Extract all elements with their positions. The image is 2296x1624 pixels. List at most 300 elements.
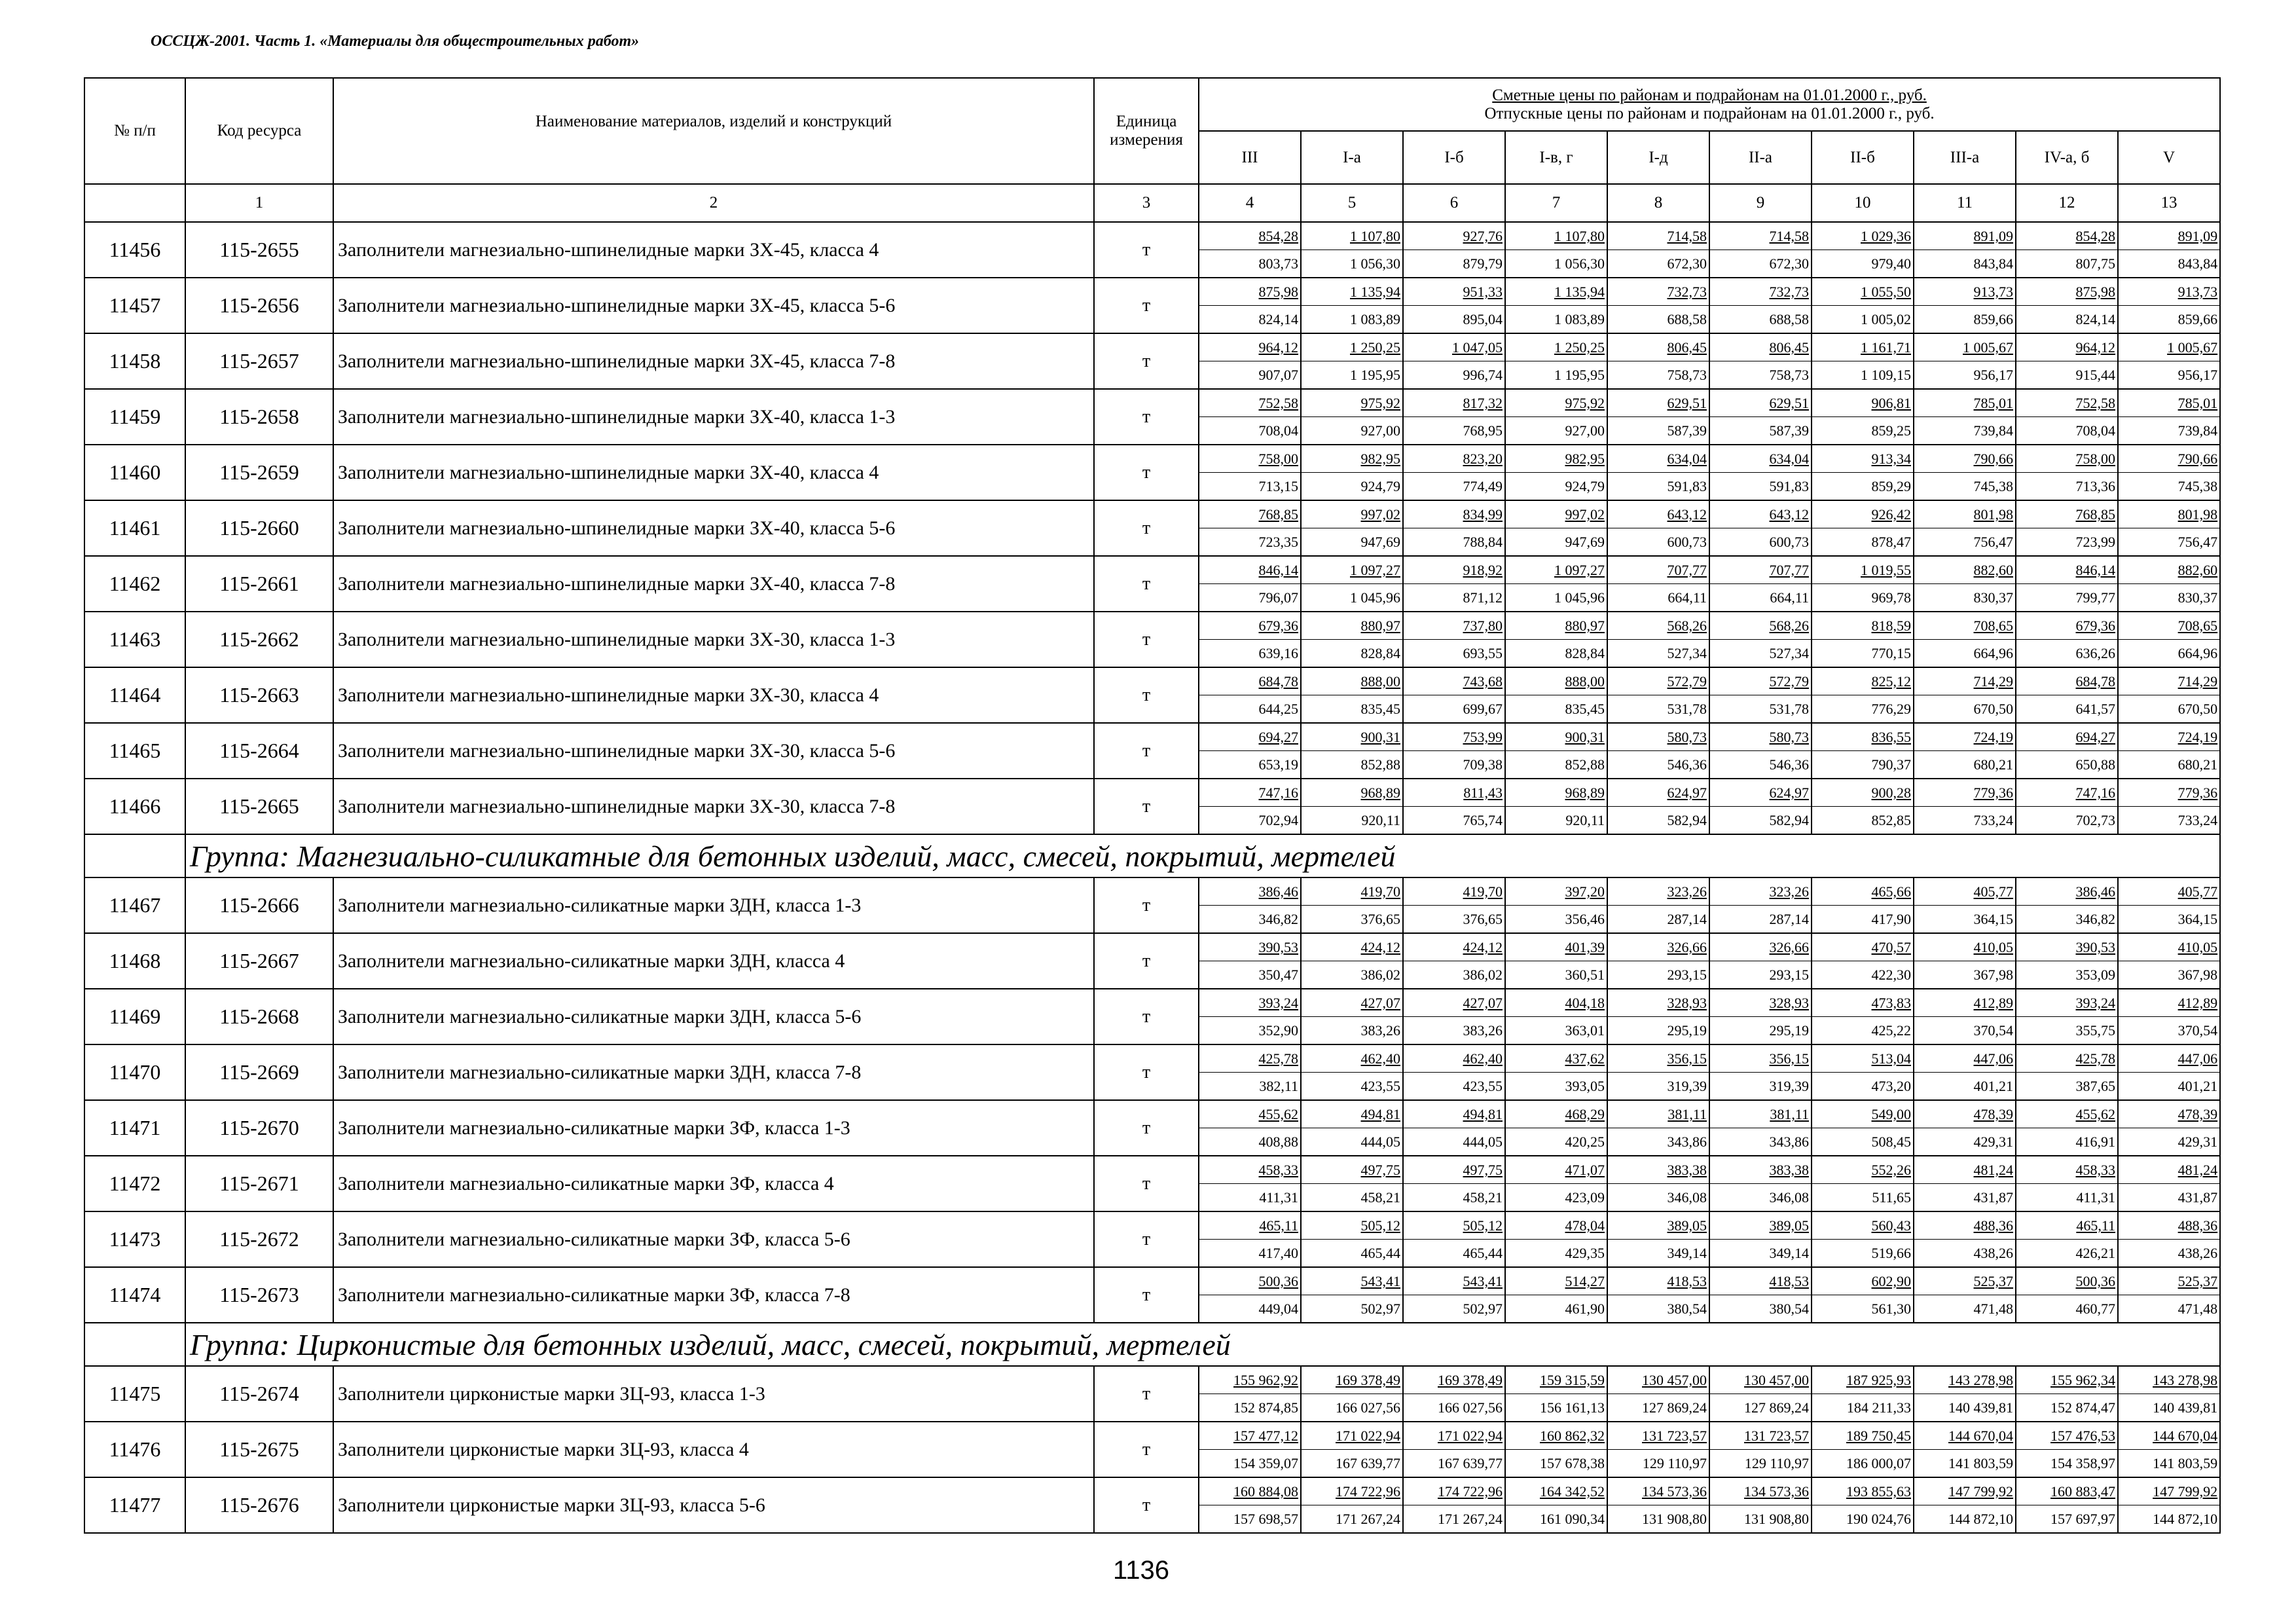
price-cell [1709,500,1812,556]
price-cell [1403,222,1505,278]
estimated-price: 169 378,49 [1404,1367,1504,1394]
release-price: 650,88 [2075,756,2115,773]
region-header: I-д [1607,131,1709,184]
table-row [84,445,2220,500]
price-cell [1607,389,1709,445]
release-price: 387,65 [2075,1078,2115,1094]
estimated-price: 714,29 [2119,668,2219,695]
estimated-price: 602,90 [1812,1268,1913,1295]
estimated-price: 1 135,94 [1506,278,1607,306]
price-cell [1607,779,1709,834]
unit: т [1094,933,1199,989]
estimated-price: 455,62 [1199,1101,1300,1128]
estimated-price: 328,93 [1608,989,1709,1017]
release-price: 644,25 [1258,701,1298,717]
estimated-price: 437,62 [1506,1045,1607,1073]
price-cell [1914,1100,2016,1156]
estimated-price: 882,60 [1914,557,2015,584]
region-header: I-a [1301,131,1403,184]
price-cell [1505,612,1607,667]
release-price: 376,65 [1463,911,1503,927]
price-cell [1812,389,1914,445]
price-cell [1709,1422,1812,1477]
release-price: 561,30 [1871,1301,1911,1317]
estimated-price: 164 342,52 [1506,1478,1607,1505]
unit: т [1094,1477,1199,1533]
column-number: 13 [2118,184,2220,222]
price-cell [2016,333,2118,389]
release-price: 723,99 [2075,534,2115,550]
estimated-price: 811,43 [1404,779,1504,807]
estimated-price: 1 029,36 [1812,223,1913,250]
price-cell [1505,723,1607,779]
estimated-price: 418,53 [1608,1268,1709,1295]
group-row-spacer [84,1323,185,1366]
release-price: 511,65 [1872,1189,1911,1206]
estimated-price: 913,73 [2119,278,2219,306]
release-price: 519,66 [1871,1245,1911,1261]
release-price: 346,82 [2075,911,2115,927]
row-number: 11477 [84,1477,185,1533]
release-price: 947,69 [1565,534,1605,550]
estimated-price: 1 055,50 [1812,278,1913,306]
estimated-price: 707,77 [1710,557,1811,584]
release-price: 745,38 [2178,478,2218,494]
estimated-price: 481,24 [2119,1156,2219,1184]
release-price: 350,47 [1258,967,1298,983]
release-price: 709,38 [1463,756,1503,773]
estimated-price: 724,19 [1914,724,2015,751]
price-cell [1812,667,1914,723]
estimated-price: 997,02 [1302,501,1402,528]
estimated-price: 381,11 [1710,1101,1811,1128]
estimated-price: 401,39 [1506,934,1607,961]
unit: т [1094,877,1199,933]
unit: т [1094,1422,1199,1477]
price-cell [2118,278,2220,333]
release-price: 152 874,47 [2050,1399,2115,1416]
estimated-price: 684,78 [1199,668,1300,695]
estimated-price: 694,27 [1199,724,1300,751]
estimated-price: 707,77 [1608,557,1709,584]
table-row [84,1100,2220,1156]
price-cell [1403,500,1505,556]
estimated-price: 525,37 [2119,1268,2219,1295]
release-price: 796,07 [1258,589,1298,606]
estimated-price: 455,62 [2016,1101,2117,1128]
estimated-price: 458,33 [1199,1156,1300,1184]
estimated-price: 684,78 [2016,668,2117,695]
estimated-price: 134 573,36 [1608,1478,1709,1505]
estimated-price: 356,15 [1710,1045,1811,1073]
row-number: 11471 [84,1100,185,1156]
price-cell [1301,500,1403,556]
release-price: 1 195,95 [1350,367,1400,383]
estimated-price: 779,36 [2119,779,2219,807]
column-number: 2 [333,184,1094,222]
price-cell [1709,278,1812,333]
release-price: 465,44 [1360,1245,1400,1261]
region-header: II-а [1709,131,1812,184]
estimated-price: 743,68 [1404,668,1504,695]
price-cell [1199,1422,1301,1477]
estimated-price: 1 161,71 [1812,334,1913,361]
price-cell [2118,612,2220,667]
material-name: Заполнители магнезиально-шпинелидные марки ЗХ-30, класса 1-3 [333,612,1094,667]
release-price: 129 110,97 [1744,1455,1809,1471]
price-cell [1199,556,1301,612]
price-cell [1709,723,1812,779]
estimated-price: 462,40 [1302,1045,1402,1073]
release-price: 688,58 [1667,311,1707,327]
price-cell [1403,445,1505,500]
price-cell [1505,1211,1607,1267]
price-cell [2118,667,2220,723]
price-cell [1505,1267,1607,1323]
release-price: 859,66 [1973,311,2013,327]
estimated-price: 846,14 [1199,557,1300,584]
material-name: Заполнители цирконистые марки ЗЦ-93, класса 1-3 [333,1366,1094,1422]
estimated-price: 389,05 [1710,1212,1811,1240]
price-cell [1505,989,1607,1044]
resource-code: 115-2662 [185,612,333,667]
price-cell [1403,667,1505,723]
estimated-price: 758,00 [2016,445,2117,473]
release-price: 431,87 [1973,1189,2013,1206]
release-price: 1 056,30 [1350,255,1400,272]
table-row [84,1267,2220,1323]
material-name: Заполнители магнезиально-силикатные марки ЗФ, класса 1-3 [333,1100,1094,1156]
unit: т [1094,989,1199,1044]
price-cell [1607,933,1709,989]
release-price: 859,25 [1871,422,1911,439]
price-cell [2016,278,2118,333]
release-price: 364,15 [2178,911,2218,927]
row-number: 11475 [84,1366,185,1422]
col-header-unit: Единица измерения [1094,78,1199,184]
release-price: 1 056,30 [1554,255,1605,272]
price-cell [1301,1366,1403,1422]
price-cell [1505,933,1607,989]
release-price: 713,15 [1258,478,1298,494]
price-cell [2118,556,2220,612]
row-number: 11465 [84,723,185,779]
price-cell [2016,1156,2118,1211]
column-number: 11 [1914,184,2016,222]
row-number: 11460 [84,445,185,500]
estimated-price: 193 855,63 [1812,1478,1913,1505]
price-cell [1403,278,1505,333]
material-name: Заполнители цирконистые марки ЗЦ-93, класса 4 [333,1422,1094,1477]
price-cell [1199,1211,1301,1267]
estimated-price: 806,45 [1710,334,1811,361]
estimated-price: 169 378,49 [1302,1367,1402,1394]
release-price: 527,34 [1769,645,1809,661]
release-price: 167 639,77 [1336,1455,1400,1471]
price-cell [1199,1044,1301,1100]
estimated-price: 323,26 [1608,878,1709,906]
release-price: 411,31 [2076,1189,2115,1206]
estimated-price: 580,73 [1710,724,1811,751]
price-cell [1505,779,1607,834]
row-number: 11469 [84,989,185,1044]
price-cell [1914,333,2016,389]
table-row [84,1044,2220,1100]
release-price: 408,88 [1258,1134,1298,1150]
price-subtitle: Отпускные цены по районам и подрайонам на 01.01.2000 г., руб. [1484,104,1935,122]
release-price: 349,14 [1667,1245,1707,1261]
price-cell [1607,222,1709,278]
release-price: 449,04 [1258,1301,1298,1317]
estimated-price: 891,09 [2119,223,2219,250]
release-price: 788,84 [1463,534,1503,550]
estimated-price: 159 315,59 [1506,1367,1607,1394]
row-number: 11467 [84,877,185,933]
price-cell [1403,989,1505,1044]
release-price: 471,48 [2178,1301,2218,1317]
estimated-price: 155 962,34 [2016,1367,2117,1394]
release-price: 152 874,85 [1233,1399,1298,1416]
release-price: 907,07 [1258,367,1298,383]
price-cell [1301,723,1403,779]
estimated-price: 560,43 [1812,1212,1913,1240]
release-price: 425,22 [1871,1022,1911,1039]
estimated-price: 171 022,94 [1404,1422,1504,1450]
unit: т [1094,1366,1199,1422]
price-cell [1403,933,1505,989]
estimated-price: 425,78 [2016,1045,2117,1073]
price-cell [2118,445,2220,500]
estimated-price: 462,40 [1404,1045,1504,1073]
price-cell [1607,1100,1709,1156]
estimated-price: 801,98 [2119,501,2219,528]
release-price: 131 908,80 [1642,1511,1707,1527]
price-cell [2118,989,2220,1044]
price-cell [1403,333,1505,389]
price-cell [1709,1211,1812,1267]
price-cell [1709,612,1812,667]
price-cell [1199,445,1301,500]
release-price: 871,12 [1463,589,1503,606]
estimated-price: 424,12 [1404,934,1504,961]
resource-code: 115-2657 [185,333,333,389]
price-cell [1607,445,1709,500]
release-price: 527,34 [1667,645,1707,661]
estimated-price: 425,78 [1199,1045,1300,1073]
release-price: 127 869,24 [1642,1399,1707,1416]
estimated-price: 488,36 [1914,1212,2015,1240]
price-cell [1505,1100,1607,1156]
price-cell [1709,556,1812,612]
price-cell [1914,1366,2016,1422]
release-price: 600,73 [1769,534,1809,550]
price-cell [1914,222,2016,278]
material-name: Заполнители магнезиально-шпинелидные марки ЗХ-40, класса 1-3 [333,389,1094,445]
release-price: 920,11 [1565,812,1605,828]
estimated-price: 465,11 [2016,1212,2117,1240]
release-price: 776,29 [1871,701,1911,717]
unit: т [1094,556,1199,612]
estimated-price: 160 862,32 [1506,1422,1607,1450]
release-price: 765,74 [1463,812,1503,828]
release-price: 713,36 [2075,478,2115,494]
price-cell [1301,989,1403,1044]
price-cell [1403,556,1505,612]
price-cell [2118,389,2220,445]
release-price: 879,79 [1463,255,1503,272]
estimated-price: 790,66 [2119,445,2219,473]
release-price: 167 639,77 [1438,1455,1503,1471]
col-header-name: Наименование материалов, изделий и конструкций [333,78,1094,184]
release-price: 843,84 [2178,255,2218,272]
release-price: 157 697,97 [2050,1511,2115,1527]
release-price: 393,05 [1565,1078,1605,1094]
release-price: 423,09 [1565,1189,1605,1206]
row-number: 11458 [84,333,185,389]
price-cell [1709,333,1812,389]
estimated-price: 968,89 [1302,779,1402,807]
estimated-price: 465,66 [1812,878,1913,906]
price-cell [1812,278,1914,333]
estimated-price: 1 005,67 [1914,334,2015,361]
price-cell [2016,222,2118,278]
estimated-price: 447,06 [1914,1045,2015,1073]
row-number: 11470 [84,1044,185,1100]
table-row [84,1366,2220,1422]
column-number: 6 [1403,184,1505,222]
price-cell [1812,556,1914,612]
release-price: 852,85 [1871,812,1911,828]
release-price: 830,37 [2178,589,2218,606]
price-cell [1914,500,2016,556]
release-price: 859,66 [2178,311,2218,327]
price-cell [2016,612,2118,667]
estimated-price: 572,79 [1710,668,1811,695]
release-price: 672,30 [1769,255,1809,272]
price-cell [1709,933,1812,989]
price-cell [1607,1422,1709,1477]
price-cell [1301,1044,1403,1100]
price-cell [1199,877,1301,933]
column-number [84,184,185,222]
estimated-price: 679,36 [2016,612,2117,640]
estimated-price: 752,58 [2016,390,2117,417]
estimated-price: 752,58 [1199,390,1300,417]
unit: т [1094,1211,1199,1267]
material-name: Заполнители магнезиально-шпинелидные марки ЗХ-40, класса 4 [333,445,1094,500]
release-price: 295,19 [1667,1022,1707,1039]
row-number: 11461 [84,500,185,556]
price-cell [1301,877,1403,933]
estimated-price: 393,24 [1199,989,1300,1017]
price-cell [2118,1044,2220,1100]
resource-code: 115-2670 [185,1100,333,1156]
unit: т [1094,445,1199,500]
price-cell [1505,500,1607,556]
unit: т [1094,667,1199,723]
estimated-price: 424,12 [1302,934,1402,961]
price-cell [1403,612,1505,667]
price-cell [1403,779,1505,834]
release-price: 672,30 [1667,255,1707,272]
estimated-price: 404,18 [1506,989,1607,1017]
estimated-price: 634,04 [1710,445,1811,473]
price-cell [1812,500,1914,556]
estimated-price: 968,89 [1506,779,1607,807]
price-cell [1505,877,1607,933]
price-cell [1607,667,1709,723]
estimated-price: 390,53 [2016,934,2117,961]
estimated-price: 478,04 [1506,1212,1607,1240]
estimated-price: 386,46 [2016,878,2117,906]
estimated-price: 134 573,36 [1710,1478,1811,1505]
price-cell [1301,222,1403,278]
estimated-price: 679,36 [1199,612,1300,640]
estimated-price: 834,99 [1404,501,1504,528]
release-price: 956,17 [1973,367,2013,383]
release-price: 670,50 [1973,701,2013,717]
release-price: 154 358,97 [2050,1455,2115,1471]
price-cell [2016,556,2118,612]
region-header: I-б [1403,131,1505,184]
price-cell [1914,779,2016,834]
release-price: 380,54 [1769,1301,1809,1317]
release-price: 807,75 [2075,255,2115,272]
price-cell [1301,1477,1403,1533]
release-price: 127 869,24 [1744,1399,1809,1416]
price-cell [1199,1477,1301,1533]
material-name: Заполнители магнезиально-шпинелидные марки ЗХ-40, класса 7-8 [333,556,1094,612]
unit: т [1094,389,1199,445]
price-cell [2118,222,2220,278]
table-row [84,877,2220,933]
release-price: 824,14 [1258,311,1298,327]
estimated-price: 143 278,98 [1914,1367,2015,1394]
price-cell [1301,612,1403,667]
price-cell [1607,723,1709,779]
release-price: 367,98 [2178,967,2218,983]
release-price: 346,08 [1769,1189,1809,1206]
price-cell [2016,1477,2118,1533]
release-price: 924,79 [1360,478,1400,494]
column-number: 1 [185,184,333,222]
release-price: 830,37 [1973,589,2013,606]
release-price: 166 027,56 [1438,1399,1503,1416]
column-number: 3 [1094,184,1199,222]
estimated-price: 160 884,08 [1199,1478,1300,1505]
estimated-price: 549,00 [1812,1101,1913,1128]
price-cell [1301,1100,1403,1156]
release-price: 353,09 [2075,967,2115,983]
price-cell [1709,1267,1812,1323]
price-cell [1914,389,2016,445]
release-price: 670,50 [2178,701,2218,717]
estimated-price: 624,97 [1608,779,1709,807]
price-cell [1812,989,1914,1044]
table-row [84,278,2220,333]
release-price: 423,55 [1463,1078,1503,1094]
release-price: 641,57 [2075,701,2115,717]
estimated-price: 494,81 [1404,1101,1504,1128]
release-price: 411,31 [1259,1189,1298,1206]
table-row [84,779,2220,834]
estimated-price: 130 457,00 [1710,1367,1811,1394]
price-cell [1403,1100,1505,1156]
row-number: 11472 [84,1156,185,1211]
price-cell [1812,1366,1914,1422]
price-cell [1812,1422,1914,1477]
release-price: 664,11 [1770,589,1809,606]
